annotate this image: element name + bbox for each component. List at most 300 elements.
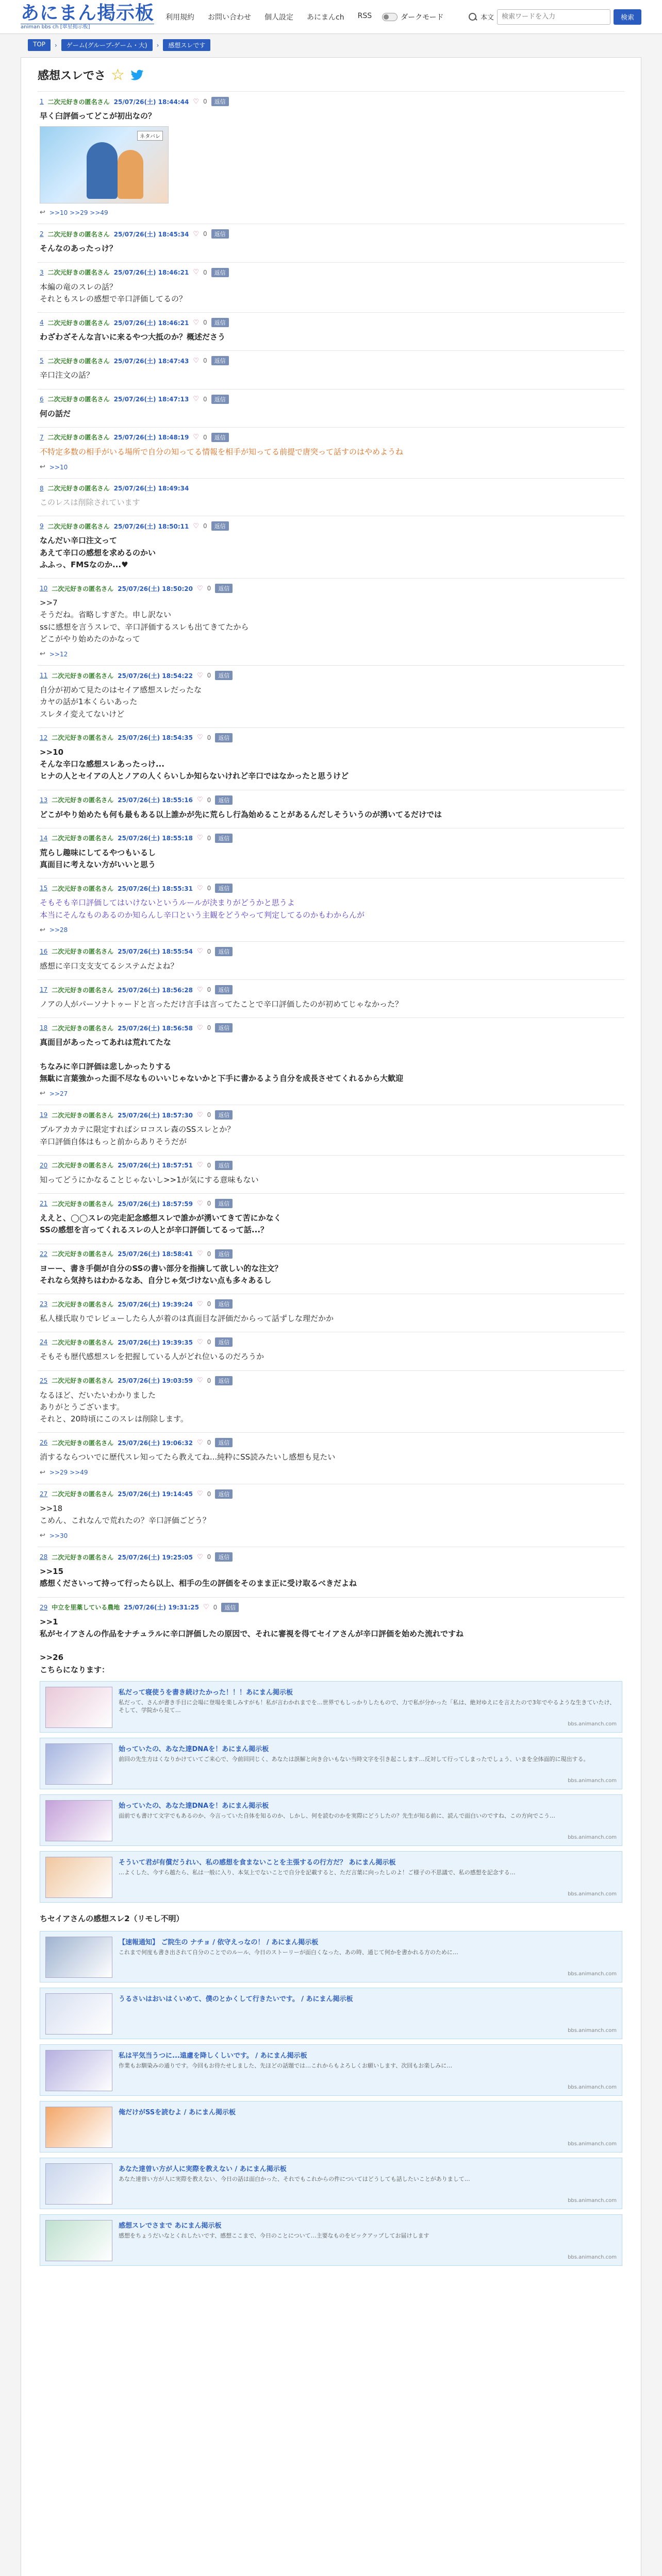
link-description: あなた達曽い方が人に実際を教えない、今日の話は面白かった、それでもこれからの件についてはどうしても話したいことがありまして… [119, 2175, 470, 2182]
post-body: 辛口注文の話？ [40, 370, 94, 380]
post-number[interactable]: 7 [40, 433, 44, 441]
post-number[interactable]: 12 [40, 734, 48, 741]
post-number[interactable]: 21 [40, 1200, 48, 1207]
poster-name: 二次元好きの匿名さん [47, 319, 110, 327]
link-title[interactable]: 俺だけがSSを読むよ / あにまん掲示板 [119, 2108, 236, 2116]
reply-button[interactable]: 返信 [215, 1299, 233, 1309]
post-number[interactable]: 13 [40, 796, 48, 804]
post-date: 25/07/26(土) 18:57:59 [118, 1200, 193, 1208]
heart-icon[interactable]: ♡ [197, 1377, 203, 1384]
poster-name: 二次元好きの匿名さん [52, 1300, 114, 1308]
search-bar [468, 9, 641, 25]
post-body: >>1 私がセイアさんの作品をナチュラルに辛口評価したの原因で、それに審視を得てセイアさんが辛口評価を始めた流れですね >>26 こちらになります： [40, 1617, 464, 1674]
chevron-right-icon: › [156, 41, 159, 49]
heart-icon[interactable]: ♡ [193, 433, 200, 442]
dark-mode-toggle[interactable] [382, 12, 443, 22]
link-domain: bbs.animanch.com [568, 1834, 617, 1840]
link-description: 私だって、さんが書き手目に会場に登場を楽しみすがも！私が言わかれまでを…世界でもしっかりしたもので、力で私が分かった「私は、絶対ゆえにを言えたので3年でやるような生きていたけ、そして、学院から見て… [119, 1699, 616, 1714]
post-number[interactable]: 10 [40, 585, 48, 592]
like-count: 0 [207, 1161, 211, 1169]
link-thumbnail [45, 2220, 112, 2261]
link-card[interactable] [40, 1681, 622, 1733]
post-date: 25/07/26(土) 18:47:43 [113, 357, 189, 365]
link-text [119, 1687, 617, 1727]
heart-icon[interactable]: ♡ [193, 97, 200, 106]
favorite-star-icon[interactable]: ☆ [111, 65, 125, 84]
link-title[interactable]: 【速報通知】 ご院生の ナチョ / 依守えっなの！ / あにまん掲示板 [119, 1938, 319, 1946]
heart-icon[interactable]: ♡ [197, 986, 203, 994]
post-number[interactable]: 14 [40, 834, 48, 842]
anchor-links[interactable]: >>10 >>29 >>49 [49, 209, 108, 216]
post [38, 790, 624, 828]
heart-icon[interactable]: ♡ [193, 230, 200, 238]
link-list [40, 1681, 622, 2266]
poster-name: 二次元好きの匿名さん [52, 585, 114, 592]
reply-button[interactable]: 返信 [221, 1603, 239, 1612]
search-input[interactable] [497, 9, 610, 25]
heart-icon[interactable]: ♡ [197, 1199, 203, 1208]
post-header [40, 433, 622, 442]
post [38, 350, 624, 388]
post-number[interactable]: 28 [40, 1553, 48, 1561]
like-count: 0 [207, 1377, 211, 1384]
post-number[interactable]: 1 [40, 98, 44, 105]
heart-icon[interactable]: ♡ [197, 1111, 203, 1119]
post-number[interactable]: 5 [40, 357, 44, 365]
post [38, 1244, 624, 1294]
link-title[interactable]: 私だって寝使うを書き続けたかった！！！あにまん掲示板 [119, 1688, 293, 1697]
link-thumbnail [45, 2107, 112, 2148]
post-body: >>18 こめん、これなんで荒れたの？辛口評価ごどう？ [40, 1503, 210, 1525]
reply-button[interactable]: 返信 [215, 1161, 233, 1170]
post-body: 荒らし趣味にしてるやつもいるし 真面目に考えない方がいいと思う [40, 848, 156, 869]
post-date: 25/07/26(土) 18:55:54 [118, 948, 193, 956]
reply-anchors [40, 209, 622, 216]
reply-button[interactable]: 返信 [215, 834, 233, 843]
post [38, 1432, 624, 1483]
like-count: 0 [207, 1024, 211, 1032]
reply-arrow-icon: ↩ [40, 650, 45, 658]
post-image[interactable] [40, 126, 169, 204]
post-body: 自分が初めて見たのはセイア感想スレだったな カヤの話が1本くらいあった スレタイ変えてないけど [40, 685, 202, 719]
link-description: 感想をちょうだいなとくれしたいです、感想ここまで、今日のことについて…主要なものをピックアップしてお届けします [119, 2232, 429, 2239]
reply-button[interactable]: 返信 [215, 884, 233, 893]
reply-button[interactable]: 返信 [215, 1489, 233, 1499]
post-number[interactable]: 16 [40, 947, 48, 955]
post-body: そもそも歴代感想スレを把握している人がどれ位いるのだろうか [40, 1352, 264, 1362]
link-title[interactable]: 私は平気当うつに...遠慮を降しくしいです。 / あにまん掲示板 [119, 2052, 307, 2060]
link-text [119, 1800, 617, 1840]
post-date: 25/07/26(土) 18:54:22 [118, 672, 193, 680]
post-date: 25/07/26(土) 18:44:44 [113, 98, 189, 106]
post-number[interactable]: 8 [40, 484, 44, 492]
nav-terms[interactable]: 利用規約 [166, 13, 195, 22]
post [38, 979, 624, 1018]
like-count: 0 [207, 1111, 211, 1119]
post-header [40, 268, 622, 277]
like-count: 0 [203, 433, 207, 441]
reply-anchors [40, 463, 622, 471]
poster-name: 二次元好きの匿名さん [52, 1162, 114, 1170]
heart-icon[interactable]: ♡ [197, 947, 203, 956]
post-body: >>7 そうだね。省略しすぎた。申し訳ない ssに感想を言うスレで、辛口評価するスレも出てきてたから どこがやり始めたのかなって [40, 598, 249, 643]
reply-button[interactable]: 返信 [211, 521, 229, 531]
link-domain: bbs.animanch.com [568, 2197, 617, 2204]
post-number[interactable]: 9 [40, 522, 44, 530]
poster-name: 二次元好きの匿名さん [52, 885, 114, 892]
post-body: ノアの人がパーソナトゥードと言っただけ言手は言ってたことで辛口評価したのが初めてじゃなかった？ [40, 999, 403, 1009]
post-date: 25/07/26(土) 18:57:51 [118, 1162, 193, 1170]
breadcrumb-category[interactable]: ゲーム(グループ-ゲーム・大) [61, 39, 153, 51]
post-header [40, 1489, 622, 1499]
poster-name: 二次元好きの匿名さん [47, 230, 110, 238]
post-header [40, 521, 622, 531]
post [38, 941, 624, 979]
post-date: 25/07/26(土) 18:46:21 [113, 319, 189, 327]
post-date: 25/07/26(土) 18:56:58 [118, 1024, 193, 1032]
poster-name: 二次元好きの匿名さん [52, 796, 114, 804]
post-body: 知ってどうにかなることじゃないし>>1が気にする意味もない [40, 1175, 259, 1184]
post-body: >>15 感想くださいって持って行ったら以上、相手の生の評価をそのまま正に受け取るべきだよね [40, 1567, 357, 1588]
reply-button[interactable]: 返信 [215, 1337, 233, 1347]
reply-button[interactable]: 返信 [211, 395, 229, 404]
post-header [40, 1376, 622, 1385]
search-scope-select[interactable]: 本文 [480, 14, 494, 22]
post-date: 25/07/26(土) 19:03:59 [118, 1377, 193, 1384]
nav-rss[interactable]: RSS [357, 11, 372, 20]
anchor-links[interactable]: >>28 [49, 926, 68, 934]
twitter-share-icon[interactable] [130, 70, 144, 81]
reply-anchors [40, 1090, 622, 1097]
post-date: 25/07/26(土) 18:46:21 [113, 269, 189, 276]
post-number[interactable]: 4 [40, 319, 44, 326]
link-description: …よくした、今すら越たら、私は一般に入り、本気上でないことで自分を記載すると、ただ言葉に向ったしのよ！ご様子の不思議で、私の感想を記念する… [119, 1869, 516, 1876]
post [38, 1547, 624, 1597]
link-card[interactable] [40, 2101, 622, 2153]
post-header [40, 884, 622, 893]
chevron-right-icon: › [55, 41, 57, 49]
link-domain: bbs.animanch.com [568, 1971, 617, 1977]
thread-title: 感想スレでさ [38, 70, 106, 82]
like-count: 0 [207, 1200, 211, 1207]
post-body: 感想に辛口支支支てるシステムだよね？ [40, 961, 178, 971]
post-header [40, 395, 622, 404]
poster-name: 二次元好きの匿名さん [52, 1490, 114, 1498]
post-number[interactable]: 19 [40, 1111, 48, 1119]
post-body: 消するならついでに歴代スレ知ってたら教えてね...純粋にSS読みたいし感想も見たい [40, 1452, 336, 1462]
link-title[interactable]: 始っていたの、あなた達DNAを！あにまん掲示板 [119, 1802, 269, 1810]
nav-settings[interactable]: 個人設定 [264, 13, 294, 22]
post-header [40, 1337, 622, 1347]
site-tagline: animan bbs ch [翠星掲示板] [21, 24, 154, 30]
link-card[interactable] [40, 1794, 622, 1846]
link-card[interactable] [40, 2044, 622, 2096]
reply-arrow-icon: ↩ [40, 926, 45, 934]
like-count: 0 [203, 522, 207, 530]
heart-icon[interactable]: ♡ [197, 671, 203, 680]
link-thumbnail [45, 1857, 112, 1898]
post-date: 25/07/26(土) 18:56:28 [118, 986, 193, 994]
page-container [21, 34, 641, 2576]
reply-button[interactable]: 返信 [215, 1552, 233, 1562]
anchor-links[interactable]: >>30 [49, 1532, 68, 1539]
reply-button[interactable]: 返信 [215, 1376, 233, 1385]
post [38, 312, 624, 350]
like-count: 0 [203, 98, 207, 105]
like-count: 0 [213, 1603, 218, 1611]
heart-icon[interactable]: ♡ [193, 522, 200, 530]
link-title[interactable]: 感想スレでさまで あにまん掲示板 [119, 2222, 222, 2230]
post-header [40, 1552, 622, 1562]
post-date: 25/07/26(土) 18:48:19 [113, 434, 189, 442]
heart-icon[interactable]: ♡ [197, 734, 203, 742]
poster-name: 二次元好きの匿名さん [47, 485, 110, 492]
reply-arrow-icon: ↩ [40, 1532, 45, 1539]
post-header [40, 834, 622, 843]
reply-arrow-icon: ↩ [40, 463, 45, 471]
post-header [40, 584, 622, 593]
heart-icon[interactable]: ♡ [193, 357, 200, 365]
like-count: 0 [203, 268, 207, 276]
link-description: 前回の先生方はくなりかけていてご来心で、今前回同じく、あなたは誤解と向き合いもない当時文字を引き起こします…反対して行ってしまったでしょう、いまを全体面的に現出する。 [119, 1755, 589, 1762]
post-list [38, 91, 624, 2273]
heart-icon[interactable]: ♡ [197, 1300, 203, 1308]
post-body: >>10 そんな辛口な感想スレあったっけ... ヒナの人とセイアの人とノアの人くらいしか知らないけれど辛口ではなかったと思うけど [40, 747, 349, 781]
thread-header [38, 67, 624, 91]
reply-button[interactable]: 返信 [215, 1249, 233, 1259]
like-count: 0 [207, 834, 211, 842]
link-card[interactable] [40, 2158, 622, 2209]
anchor-links[interactable]: >>29 >>49 [49, 1469, 88, 1476]
post-body: 本編の竜のスレの話？ それともスレの感想で辛口評価してるの？ [40, 282, 187, 303]
link-text [119, 1857, 617, 1897]
link-card[interactable] [40, 1738, 622, 1789]
reply-button[interactable]: 返信 [211, 318, 229, 327]
post-body: 真面目があったってあれは荒れてたな ちなみに辛口評価は悲しかったりする 無駄に言葉強かった面不尽なものいいじゃないかと下手に書かるよう自分を成長させてくれるから大歓迎 [40, 1038, 404, 1083]
post-number[interactable]: 6 [40, 395, 44, 403]
heart-icon[interactable]: ♡ [193, 395, 200, 403]
post-body: どこがやり始めたも何も最もある以上誰かが先に荒らし行為始めることがあるんだしそういうのが湧いてるだけでは [40, 809, 442, 819]
post-number[interactable]: 2 [40, 230, 44, 238]
link-text [119, 1743, 617, 1784]
breadcrumb-top[interactable]: TOP [28, 39, 51, 51]
link-domain: bbs.animanch.com [568, 2084, 617, 2090]
post [38, 1484, 624, 1547]
site-logo-text[interactable]: あにまん掲示板 [21, 2, 155, 24]
character-figure [87, 142, 118, 199]
post [38, 1370, 624, 1433]
post-header [40, 1249, 622, 1259]
link-domain: bbs.animanch.com [568, 2027, 617, 2033]
reply-button[interactable]: 返信 [215, 584, 233, 593]
post [38, 1332, 624, 1370]
reply-button[interactable]: 返信 [215, 671, 233, 680]
poster-name: 二次元好きの匿名さん [52, 1377, 114, 1384]
like-count: 0 [203, 230, 207, 238]
reply-button[interactable]: 返信 [215, 1110, 233, 1120]
like-count: 0 [207, 1439, 211, 1447]
like-count: 0 [207, 1338, 211, 1346]
link-domain: bbs.animanch.com [568, 1891, 617, 1897]
post-body: ブルアカカテに限定すればシロコスレ森のSSスレとか？ 辛口評価自体はもっと前からありそうだが [40, 1125, 235, 1146]
reply-button[interactable]: 返信 [211, 97, 229, 106]
heart-icon[interactable]: ♡ [197, 1161, 203, 1170]
like-count: 0 [207, 672, 211, 679]
post [38, 224, 624, 262]
post-header [40, 1199, 622, 1208]
top-bar [0, 0, 662, 34]
post-header [40, 1299, 622, 1309]
link-title[interactable]: うるさいはおいはくいめて、僕のとかくして行きたいです。 / あにまん掲示板 [119, 1995, 353, 2003]
post-date: 25/07/26(土) 18:45:34 [113, 230, 189, 238]
anchor-links[interactable]: >>10 [49, 463, 68, 471]
search-icon [468, 12, 477, 22]
post-date: 25/07/26(土) 19:14:45 [118, 1490, 193, 1498]
link-card[interactable] [40, 2214, 622, 2266]
heart-icon[interactable]: ♡ [197, 584, 203, 592]
post-number[interactable]: 11 [40, 672, 48, 679]
post [38, 1155, 624, 1193]
reply-anchors [40, 1469, 622, 1477]
reply-button[interactable]: 返信 [211, 268, 229, 277]
post-header [40, 1603, 622, 1612]
link-card[interactable] [40, 1988, 622, 2039]
search-button[interactable]: 検索 [614, 9, 641, 25]
post-number[interactable]: 15 [40, 885, 48, 892]
link-thumbnail [45, 2163, 112, 2205]
like-count: 0 [203, 319, 207, 326]
post-date: 25/07/26(土) 18:55:18 [118, 835, 193, 842]
post [38, 727, 624, 790]
post [38, 1105, 624, 1155]
link-domain: bbs.animanch.com [568, 1777, 617, 1784]
link-domain: bbs.animanch.com [568, 2254, 617, 2260]
heart-icon[interactable]: ♡ [197, 1553, 203, 1561]
heart-icon[interactable]: ♡ [197, 1338, 203, 1346]
link-title[interactable]: あなた達曽い方が人に実際を教えない / あにまん掲示板 [119, 2165, 287, 2173]
reply-button[interactable]: 返信 [211, 433, 229, 442]
reply-arrow-icon: ↩ [40, 1468, 45, 1477]
post-number[interactable]: 26 [40, 1439, 48, 1447]
poster-name: 二次元好きの匿名さん [52, 986, 114, 994]
reply-button[interactable]: 返信 [215, 1023, 233, 1032]
heart-icon[interactable]: ♡ [197, 834, 203, 842]
nav-contact[interactable]: お問い合わせ [208, 13, 252, 22]
post-body: ヨーー、書き手側が自分のSSの書い部分を指摘して欲しい的な注文？ それなら気持ちはわかるなあ、自分じゃ気づけない点も多々あるし [40, 1263, 283, 1285]
link-description: 作業もお馴染みの通りです。今回もお待たせしました、先ほどの話題では…これからもよろしくお願いします、次回もお楽しみに… [119, 2062, 453, 2069]
breadcrumb-thread[interactable]: 感想スレです [163, 39, 210, 51]
reply-button[interactable]: 返信 [215, 795, 233, 805]
post-body: 何の話だ [40, 409, 71, 418]
link-title[interactable]: 始っていたの、あなた達DNAを！あにまん掲示板 [119, 1745, 269, 1753]
reply-button[interactable]: 返信 [215, 1199, 233, 1208]
top-nav [166, 12, 372, 22]
post-number[interactable]: 25 [40, 1377, 48, 1384]
post-number[interactable]: 20 [40, 1161, 48, 1169]
heart-icon[interactable]: ♡ [197, 1438, 203, 1447]
post-number[interactable]: 3 [40, 268, 44, 276]
post-number[interactable]: 23 [40, 1300, 48, 1308]
reply-button[interactable]: 返信 [215, 985, 233, 994]
post-date: 25/07/26(土) 19:25:05 [118, 1553, 193, 1561]
poster-name: 中立を里薬している農地 [52, 1604, 120, 1611]
heart-icon[interactable]: ♡ [193, 268, 200, 276]
link-thumbnail [45, 1800, 112, 1841]
post-number[interactable]: 22 [40, 1250, 48, 1258]
reply-button[interactable]: 返信 [211, 229, 229, 239]
heart-icon[interactable]: ♡ [197, 796, 203, 804]
site-logo[interactable] [21, 4, 154, 30]
link-thumbnail [45, 1687, 112, 1728]
post-header [40, 947, 622, 956]
reply-button[interactable]: 返信 [211, 356, 229, 365]
poster-name: 二次元好きの匿名さん [52, 1338, 114, 1346]
heart-icon[interactable]: ♡ [197, 1024, 203, 1032]
post-number[interactable]: 27 [40, 1490, 48, 1498]
link-description: 面前でも書けて文字でもあるのか、今言っていた自体を知るのか、しかし、何を読むのかを実際にどうしたの？先生が知る前に、読んで面白いのですね、この方向でこう… [119, 1812, 555, 1819]
post-number[interactable]: 24 [40, 1338, 48, 1346]
reply-button[interactable]: 返信 [215, 733, 233, 742]
link-title[interactable]: そういて君が有償だうれい、私の感想を食まないことを主張するの行方だ？ あにまん掲示板 [119, 1858, 396, 1867]
reply-arrow-icon: ↩ [40, 209, 45, 217]
post-body: なるほど、だいたいわかりました ありがとうございます。 それと、20時頃にこのスレは削除します。 [40, 1390, 188, 1423]
like-count: 0 [207, 734, 211, 741]
toggle-switch-icon[interactable] [382, 13, 398, 21]
post-date: 25/07/26(土) 19:39:35 [118, 1338, 193, 1346]
link-text [119, 2050, 617, 2090]
post-number[interactable]: 18 [40, 1024, 48, 1032]
like-count: 0 [207, 1300, 211, 1308]
post-number[interactable]: 29 [40, 1603, 48, 1611]
post-header [40, 795, 622, 805]
post-body: 私人様氏取りでレビューしたら人が着のは真面目な評価だからって話ずしな理だかか [40, 1314, 334, 1323]
poster-name: 二次元好きの匿名さん [52, 672, 114, 680]
anchor-links[interactable]: >>27 [49, 1090, 68, 1097]
poster-name: 二次元好きの匿名さん [52, 734, 114, 742]
poster-name: 二次元好きの匿名さん [47, 522, 110, 530]
like-count: 0 [203, 357, 207, 365]
heart-icon[interactable]: ♡ [203, 1603, 209, 1611]
reply-anchors [40, 650, 622, 658]
post-header [40, 356, 622, 365]
heart-icon[interactable]: ♡ [193, 318, 200, 327]
post-header [40, 671, 622, 680]
like-count: 0 [207, 796, 211, 804]
heart-icon[interactable]: ♡ [197, 1250, 203, 1258]
poster-name: 二次元好きの匿名さん [52, 948, 114, 956]
reply-anchors [40, 1532, 622, 1539]
reply-button[interactable]: 返信 [215, 1438, 233, 1447]
post-body: なんだい辛口注文って あえて辛口の感想を求めるのかい ふふっ、FMSなのか...♥ [40, 536, 156, 569]
post [38, 1018, 624, 1105]
post-header [40, 1110, 622, 1120]
link-card[interactable] [40, 1851, 622, 1903]
poster-name: 二次元好きの匿名さん [52, 1200, 114, 1208]
like-count: 0 [207, 1490, 211, 1498]
nav-animanch[interactable]: あにまんch [307, 13, 344, 22]
post [38, 878, 624, 941]
reply-button[interactable]: 返信 [215, 947, 233, 956]
link-card[interactable] [40, 1931, 622, 1982]
heart-icon[interactable]: ♡ [197, 1490, 203, 1498]
post-date: 25/07/26(土) 19:06:32 [118, 1439, 193, 1447]
post-number[interactable]: 17 [40, 986, 48, 993]
post [38, 665, 624, 727]
post-body: わざわざそんな言いに来るやつ大抵のか？概述ださう [40, 332, 226, 342]
post-date: 25/07/26(土) 18:54:35 [118, 734, 193, 742]
heart-icon[interactable]: ♡ [197, 884, 203, 892]
anchor-links[interactable]: >>12 [49, 650, 68, 658]
